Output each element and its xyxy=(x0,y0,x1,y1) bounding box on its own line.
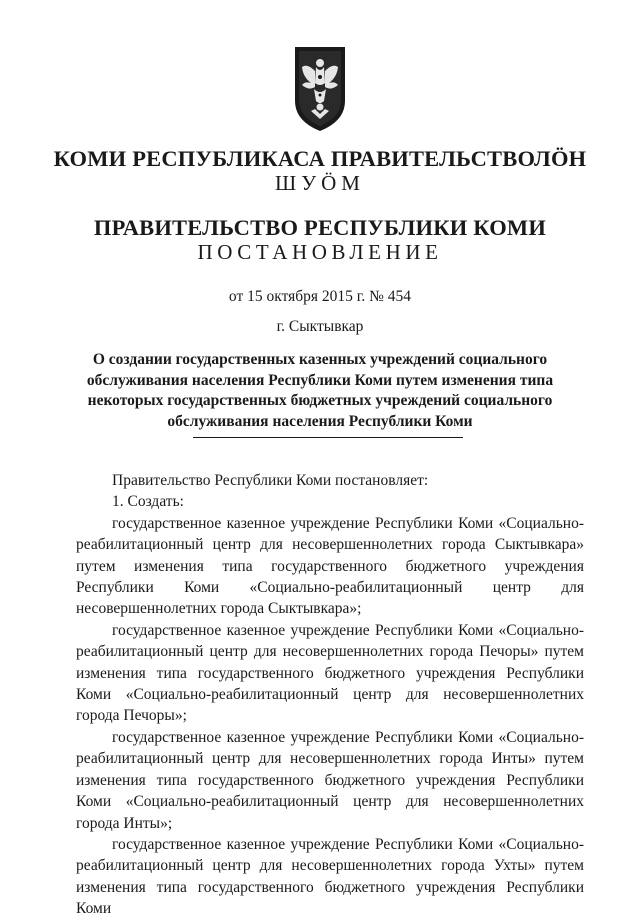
city: г. Сыктывкар xyxy=(276,318,364,335)
heading-line: обслуживания населения Республики Коми xyxy=(167,412,473,430)
body-paragraph: государственное казенное учреждение Республики Коми «Социально-реабилитационный центр для несовершеннолетних города Сыктывкара» путем изменения типа государственного бюджетного учреждения Республики Коми «Социально-реабилитационный центр для несовершеннолетних города Сыктывкара»; xyxy=(76,514,584,618)
komi-government-title: КОМИ РЕСПУБЛИКАСА ПРАВИТЕЛЬСТВОЛӦН xyxy=(53,146,587,171)
body-paragraph: государственное казенное учреждение Республики Коми «Социально-реабилитационный центр для несовершеннолетних города Инты» путем изменения типа государственного бюджетного учреждения Республики Коми «Социально-реабилитационный центр для несовершеннолетних города Инты»; xyxy=(76,728,584,832)
document-heading xyxy=(60,350,580,432)
body-paragraph: 1. Создать: xyxy=(112,493,184,511)
coat-of-arms-icon xyxy=(289,43,351,133)
heading-line: обслуживания населения Республики Коми путем изменения типа xyxy=(86,371,554,389)
body-paragraph: государственное казенное учреждение Республики Коми «Социально-реабилитационный центр для несовершеннолетних города Печоры» путем изменения типа государственного бюджетного учреждения Республики Коми «Социально-реабилитационный центр для несовершеннолетних города Печоры»; xyxy=(76,621,584,725)
heading-line: О создании государственных казенных учреждений социального xyxy=(92,351,548,368)
document-body xyxy=(76,470,584,920)
heading-divider xyxy=(193,437,463,438)
komi-document-type: ШУӦМ xyxy=(275,171,365,195)
body-paragraph: Правительство Республики Коми постановляет: xyxy=(112,472,429,489)
government-title: ПРАВИТЕЛЬСТВО РЕСПУБЛИКИ КОМИ xyxy=(93,215,547,240)
body-paragraph: государственное казенное учреждение Республики Коми «Социально-реабилитационный центр для несовершеннолетних города Ухты» путем изменения типа государственного бюджетного учреждения Республики Коми xyxy=(76,835,584,918)
heading-line: некоторых государственных бюджетных учреждений социального xyxy=(87,392,553,409)
document-type: ПОСТАНОВЛЕНИЕ xyxy=(197,240,443,264)
date-number: от 15 октября 2015 г. № 454 xyxy=(228,288,412,305)
